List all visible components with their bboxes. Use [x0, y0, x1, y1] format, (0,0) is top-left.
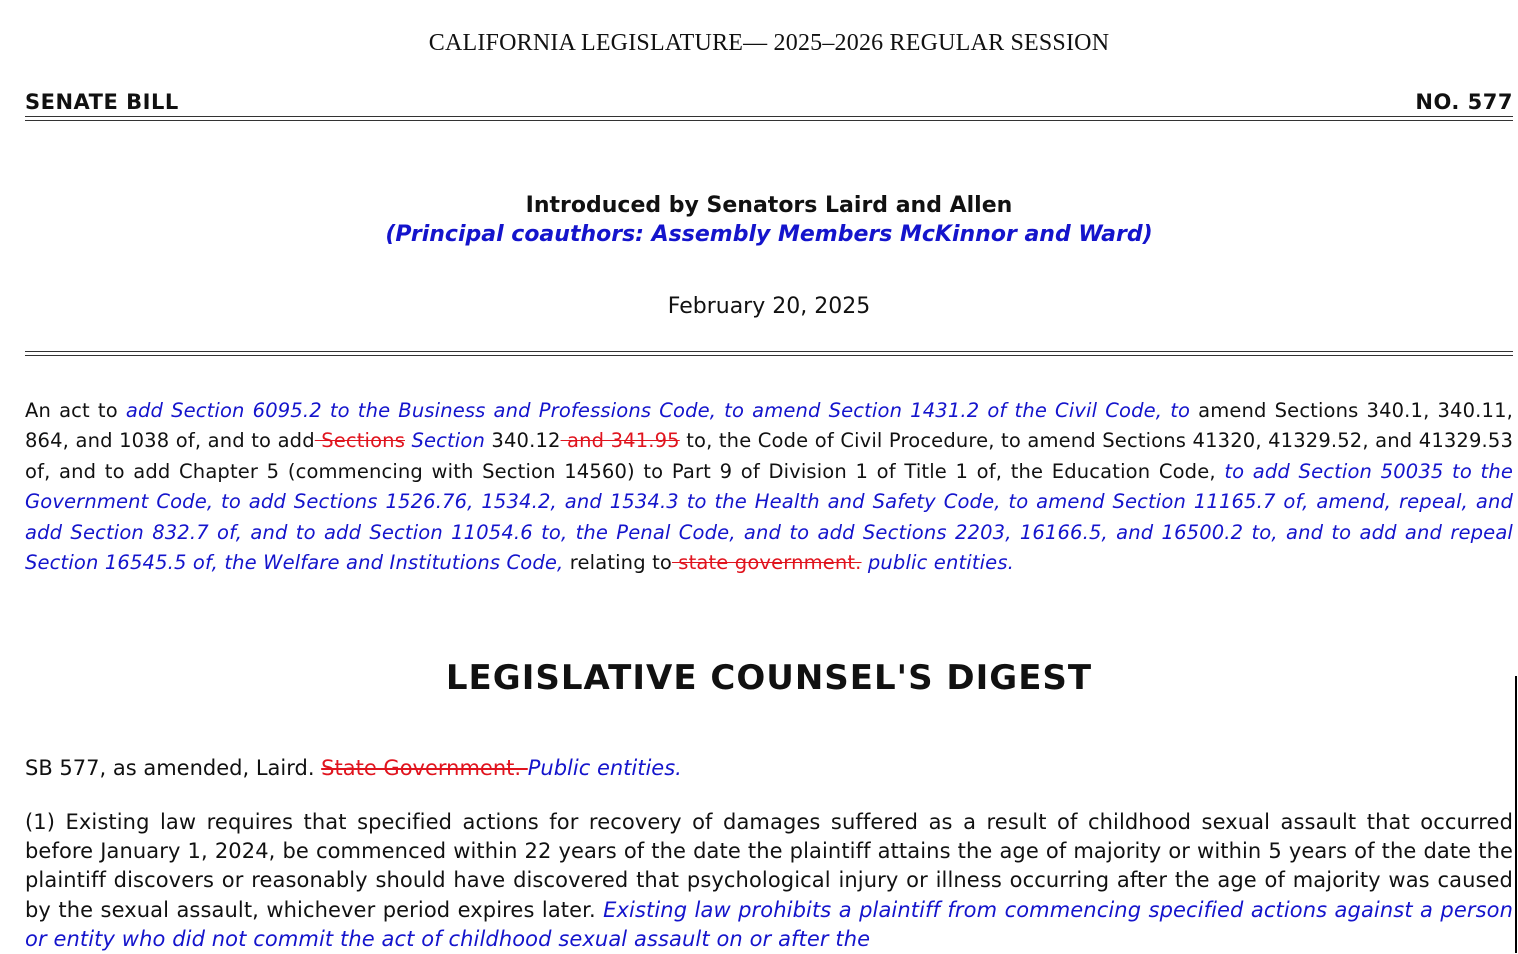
act-text: 340.12	[484, 429, 561, 453]
inserted-text: Existing law prohibits a plaintiff from commencing specified actions against a person or entity who did not commit the act of childhood sexual assault on or after the	[25, 897, 1514, 951]
deleted-text: Sections	[314, 429, 405, 453]
digest-subject-line	[25, 756, 1513, 780]
change-bar	[1515, 676, 1517, 953]
bill-date: February 20, 2025	[667, 294, 871, 319]
introduced-by: Introduced by Senators Laird and Allen	[525, 193, 1013, 218]
header-divider	[25, 116, 1513, 121]
act-text: An act to	[25, 399, 126, 422]
inserted-subject: Public entities.	[527, 756, 682, 780]
act-text: to, the Code of Civil Procedure, to amend Sections 41320, 41329.52, and 41329.53 of, and to add Chapter 5 (commencing with Section 14560) to Part 9 of Division 1 of Title 1 of, the Education Code,	[25, 429, 1514, 483]
act-text: amend Sections 340.1, 340.11, 864, and 1038 of, and to add	[25, 399, 1513, 453]
deleted-subject: State Government.	[321, 756, 528, 780]
inserted-text: public entities.	[861, 551, 1014, 575]
bill-type: SENATE BILL	[25, 90, 179, 114]
inserted-text: Section	[405, 429, 485, 453]
deleted-text: and 341.95	[560, 429, 680, 453]
act-title-paragraph	[25, 396, 1513, 578]
deleted-text: state government.	[671, 551, 862, 575]
act-text: relating to	[563, 551, 672, 575]
digest-bill-ref: SB 577, as amended, Laird.	[25, 756, 322, 780]
principal-coauthors: (Principal coauthors: Assembly Members McKinnor and Ward)	[385, 222, 1153, 247]
inserted-text: to add Section 50035 to the Government Code, to add Sections 1526.76, 1534.2, and 1534.3 to the Health and Safety Code, to amend Section 11165.7 of, amend, repeal, and add Section 832.7 of, and to add Section 11054.6 to, the Penal Code, and to add Sections 2203, 16166.5, and 16500.2 to, and to add and repeal Section 16545.5 of, the Welfare and Institutions Code,	[25, 459, 1513, 575]
inserted-text: add Section 6095.2 to the Business and Professions Code, to amend Section 1431.2 of the Civil Code, to	[125, 399, 1191, 422]
session-heading: CALIFORNIA LEGISLATURE— 2025–2026 REGULAR SESSION	[428, 30, 1110, 56]
digest-text: (1) Existing law requires that specified actions for recovery of damages suffered as a result of childhood sexual assault that occurred before January 1, 2024, be commenced within 22 years of the date the plaintiff attains the age of majority or within 5 years of the date the plaintiff discovers or reasonably should have discovered that psychological injury or illness occurring after the age of majority was caused by the sexual assault, whichever period expires later.	[25, 810, 1513, 922]
intro-divider	[25, 351, 1513, 356]
digest-paragraph-1	[25, 808, 1513, 954]
bill-number: NO. 577	[1415, 90, 1513, 114]
digest-title: LEGISLATIVE COUNSEL'S DIGEST	[445, 658, 1093, 698]
